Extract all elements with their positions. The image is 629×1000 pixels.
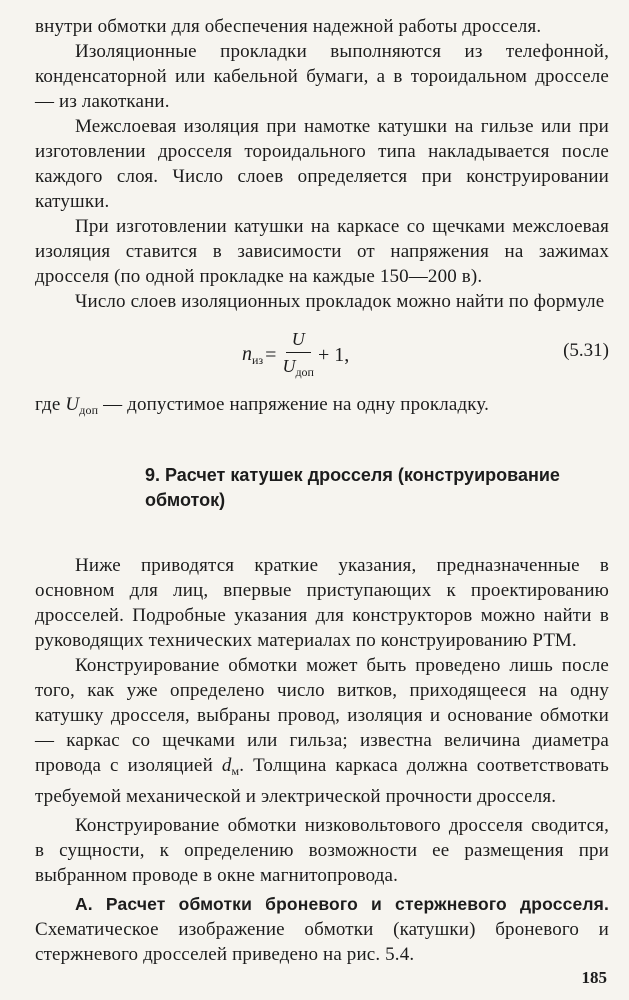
formula-numerator: U [286,328,311,353]
formula-equals: = [265,344,277,366]
page-body [35,14,609,967]
formula-fraction [282,328,314,383]
formula-expression [242,328,349,383]
subsection-title: А. Расчет обмотки броневого и стержневого дросселя. [75,894,609,914]
formula-denominator: $U_{доп}$ [282,356,314,379]
paragraph-subsection-a: А. Расчет обмотки броневого и стержневого дросселя. Схематическое изображение обмотки (катушки) броневого и стержневого дросселей приведено на рис. 5.4. [35,894,609,965]
equation-number: (5.31) [563,340,609,361]
paragraph-winding-design: Конструирование обмотки может быть проведено лишь после того, как уже определено число витков, приходящееся на одну катушку дросселя, выбраны провод, изоляция и основание обмотки — каркас со щечками или гильза; известна величина диаметра провода с изоляцией $d_м$. Толщина каркаса должна соответствовать требуемой механической и электрической прочности дросселя. [35,655,609,807]
formula-5-31 [35,314,609,388]
paragraph-formula-intro: Число слоев изоляционных прокладок можно найти по формуле [75,291,605,312]
paragraph-interlayer-insulation: Межслоевая изоляция при намотке катушки на гильзе или при изготовлении дросселя тороидального типа накладывается после каждого слоя. Число слоев определяется при конструировании катушки. [35,116,609,212]
paragraph-insulation-pads: Изоляционные прокладки выполняются из телефонной, конденсаторной или кабельной бумаги, а в тороидальном дросселе — из лакоткани. [35,41,609,112]
paragraph-frame-insulation: При изготовлении катушки на каркасе со щечками межслоевая изоляция ставится в зависимости от напряжения на зажимах дросселя (по одной прокладке на каждые 150—200 в). [35,216,609,287]
paragraph-intro-guidance: Ниже приводятся краткие указания, предназначенные в основном для лиц, впервые приступающих к проектированию дросселей. Подробные указания для конструкторов можно найти в руководящих технических материалах по конструированию РТМ. [35,555,609,651]
formula-plus-one: + 1, [317,344,350,366]
page-number: 185 [581,968,607,987]
formula-where-clause: где $U_{доп}$ — допустимое напряжение на одну прокладку. [35,394,490,417]
formula-lhs: $n_{из}$ [242,343,264,367]
paragraph-continuation: внутри обмотки для обеспечения надежной работы дросселя. [35,16,542,37]
section-heading: 9. Расчет катушек дросселя (конструирование обмоток) [145,465,560,510]
paragraph-low-voltage-winding: Конструирование обмотки низковольтового дросселя сводится, в сущности, к определению возможности ее размещения при выбранном проводе в окне магнитопровода. [35,815,609,886]
